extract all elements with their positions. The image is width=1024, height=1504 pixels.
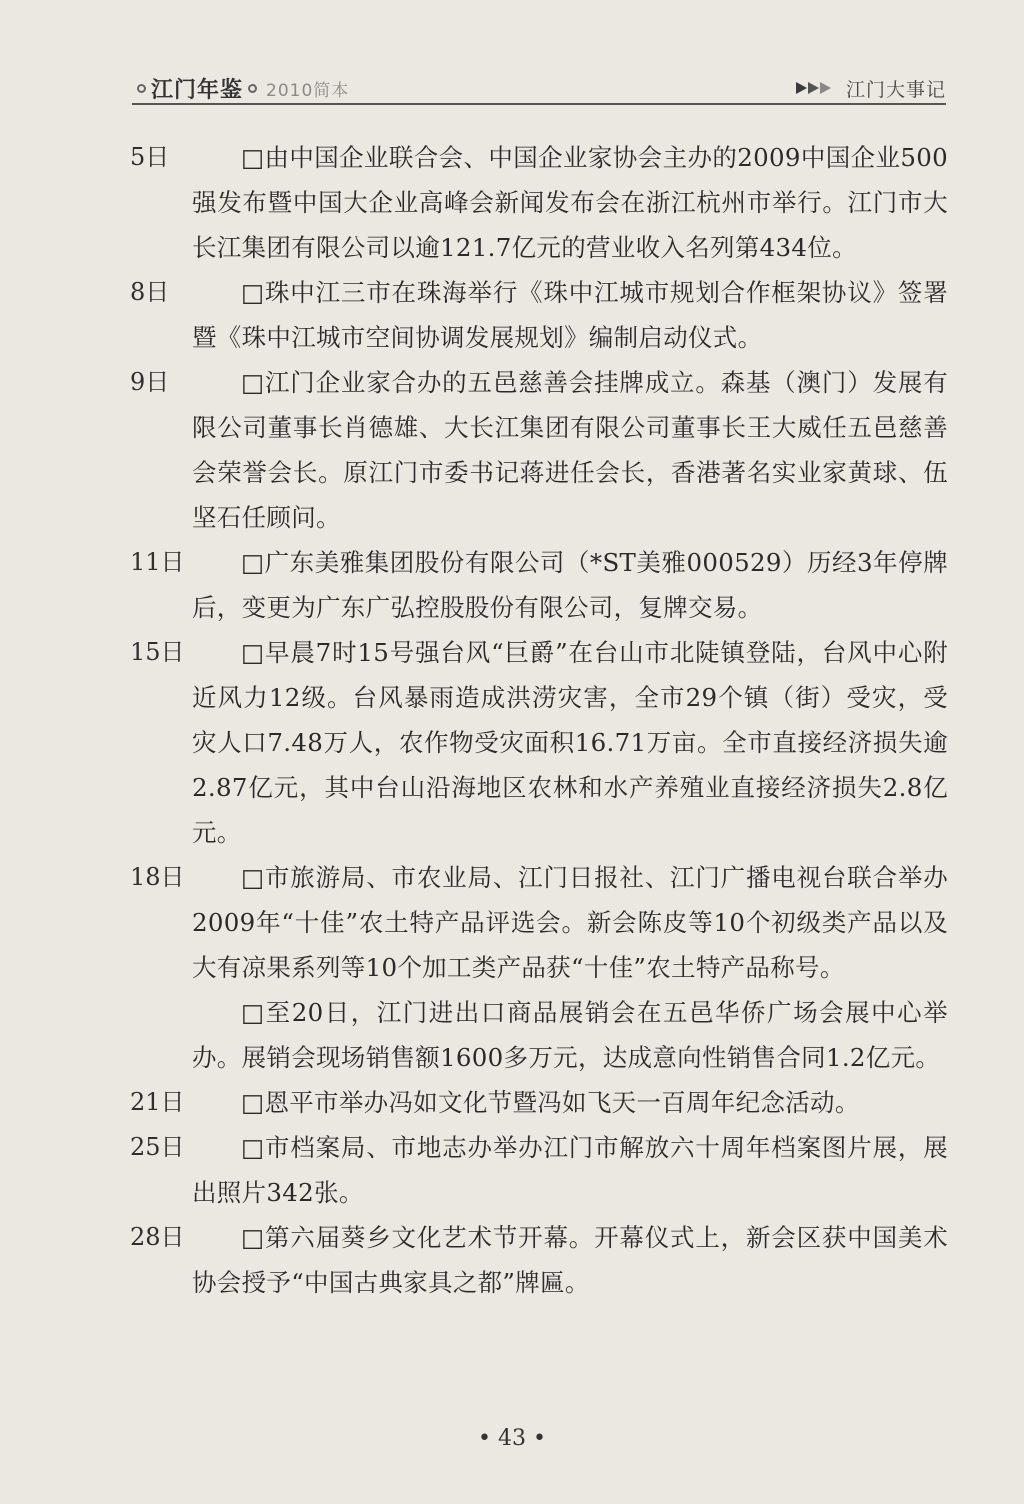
event-text: □由中国企业联合会、中国企业家协会主办的2009中国企业500强发布暨中国大企业高峰会新闻发布会在浙江杭州市举行。江门市大长江集团有限公司以逾121.7亿元的营业收入名列第434位。	[192, 143, 948, 262]
event-entry	[0, 135, 1024, 270]
event-entry	[0, 1215, 1024, 1305]
event-entry	[0, 360, 1024, 540]
event-text: □市旅游局、市农业局、江门日报社、江门广播电视台联合举办2009年“十佳”农土特产品评选会。新会陈皮等10个初级类产品以及大有凉果系列等10个加工类产品获“十佳”农土特产品称号。	[192, 863, 948, 982]
event-text: □珠中江三市在珠海举行《珠中江城市规划合作框架协议》签署暨《珠中江城市空间协调发展规划》编制启动仪式。	[192, 278, 948, 352]
event-date: 8日	[130, 278, 170, 306]
event-entry	[0, 855, 1024, 990]
event-entry	[0, 1125, 1024, 1215]
bullet-icon	[248, 84, 257, 93]
event-text: □恩平市举办冯如文化节暨冯如飞天一百周年纪念活动。	[241, 1088, 860, 1117]
event-date: 25日	[130, 1133, 185, 1161]
event-text: □江门企业家合办的五邑慈善会挂牌成立。森基（澳门）发展有限公司董事长肖德雄、大长江集团有限公司董事长王大威任五邑慈善会荣誉会长。原江门市委书记蒋进任会长，香港著名实业家黄球、伍坚石任顾问。	[192, 368, 948, 532]
event-date: 15日	[130, 638, 185, 666]
section-title: 江门大事记	[845, 78, 946, 101]
page-number: • 43 •	[478, 1426, 546, 1451]
event-text: □市档案局、市地志办举办江门市解放六十周年档案图片展，展出照片342张。	[192, 1133, 948, 1207]
bullet-icon	[137, 84, 146, 93]
event-entry	[0, 540, 1024, 630]
event-date: 5日	[130, 143, 170, 171]
event-date: 9日	[130, 368, 170, 396]
event-date: 28日	[130, 1223, 185, 1251]
edition-label: 2010简本	[266, 80, 350, 101]
header-divider	[132, 103, 946, 105]
event-entry	[0, 990, 1024, 1080]
event-entry	[0, 270, 1024, 360]
event-text: □早晨7时15号强台风“巨爵”在台山市北陡镇登陆，台风中心附近风力12级。台风暴雨造成洪涝灾害，全市29个镇（街）受灾，受灾人口7.48万人，农作物受灾面积16.71万亩。全市直接经济损失逾2.87亿元，其中台山沿海地区农林和水产养殖业直接经济损失2.8亿元。	[192, 638, 948, 847]
event-entry	[0, 1080, 1024, 1125]
header-left	[132, 72, 349, 104]
triple-arrow-icon	[796, 82, 832, 94]
event-text: □第六届葵乡文化艺术节开幕。开幕仪式上，新会区获中国美术协会授予“中国古典家具之都”牌匾。	[192, 1223, 948, 1297]
event-text: □广东美雅集团股份有限公司（*ST美雅000529）历经3年停牌后，变更为广东广弘控股股份有限公司，复牌交易。	[192, 548, 948, 622]
event-text: □至20日，江门进出口商品展销会在五邑华侨广场会展中心举办。展销会现场销售额1600多万元，达成意向性销售合同1.2亿元。	[192, 998, 948, 1072]
book-title: 江门年鉴	[151, 76, 244, 103]
event-date: 18日	[130, 863, 185, 891]
event-entry	[0, 630, 1024, 855]
event-list	[0, 135, 1024, 1305]
header-right	[796, 72, 946, 104]
event-date: 11日	[130, 548, 185, 576]
event-date: 21日	[130, 1088, 185, 1116]
